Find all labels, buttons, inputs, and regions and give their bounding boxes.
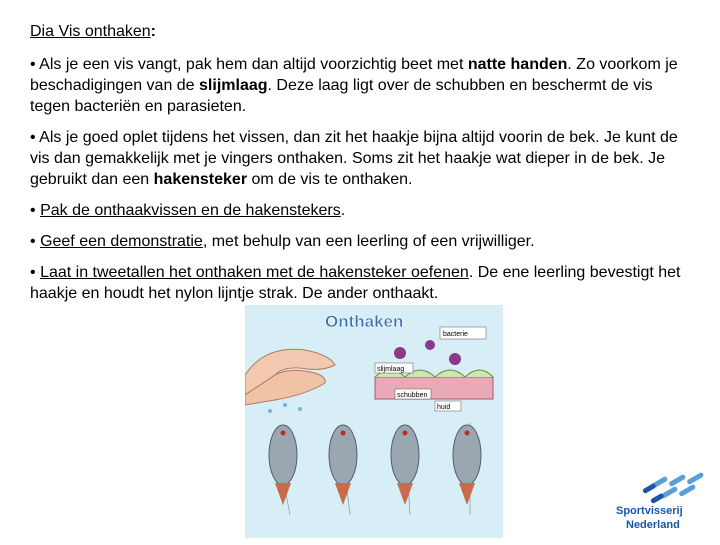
- label-bacteria: bacterie: [443, 331, 468, 338]
- fish-icon: [453, 425, 481, 505]
- logo-line-2: Nederland: [626, 519, 680, 531]
- title-colon: :: [150, 23, 156, 40]
- bold-text: hakensteker: [153, 171, 248, 188]
- bacteria-icon: [449, 353, 461, 365]
- paragraph-3: [30, 200, 690, 221]
- text: Als je een vis vangt, pak hem dan altijd voorzichtig beet met: [39, 56, 468, 73]
- text: . Zo voorkom je beschadigingen van de: [30, 56, 678, 94]
- bold-text: natte handen: [467, 56, 568, 73]
- bullet: •: [30, 56, 36, 73]
- bullet: •: [30, 233, 36, 250]
- paragraph-5: [30, 262, 690, 304]
- paragraph-4: [30, 231, 690, 252]
- fish-icon: [269, 425, 297, 505]
- bacteria-icon: [425, 340, 435, 350]
- label-scales: schubben: [397, 392, 428, 399]
- onthaken-illustration: [245, 305, 503, 538]
- paragraph-1: [30, 54, 690, 117]
- paragraph-2: [30, 127, 690, 190]
- logo-line-1: Sportvisserij: [616, 505, 683, 517]
- label-skin: huid: [437, 404, 451, 411]
- slide-content: [30, 22, 690, 314]
- bullet: •: [30, 264, 36, 281]
- logo-svg: [610, 470, 720, 540]
- sportvisserij-logo: [610, 470, 720, 540]
- bullet: •: [30, 129, 36, 146]
- underlined-text: Laat in tweetallen het onthaken met de hakensteker oefenen: [40, 264, 469, 281]
- title-text: Dia Vis onthaken: [30, 23, 151, 40]
- text: . Deze laag ligt over de schubben en beschermt de vis tegen bacteriën en parasieten.: [30, 77, 653, 115]
- text: om de vis te onthaken.: [247, 171, 413, 188]
- bold-text: slijmlaag: [199, 77, 268, 94]
- illustration-heading: Onthaken: [325, 312, 404, 331]
- slide-title: [30, 22, 690, 42]
- illustration-svg: [245, 305, 503, 538]
- wet-hand-icon: [245, 349, 335, 413]
- text: . De ene leerling bevestigt het haakje en houdt het nylon lijntje strak. De ander onthaakt.: [30, 264, 681, 302]
- underlined-text: Pak de onthaakvissen en de hakenstekers: [40, 202, 341, 219]
- text: Als je goed oplet tijdens het vissen, dan zit het haakje bijna altijd voorin de bek. Je kunt de vis dan gemakkelijk met je vingers onthaken. Soms zit het haakje wat dieper in de bek. Je gebruikt dan een: [30, 129, 678, 188]
- fish-icon: [329, 425, 357, 505]
- bacteria-icon: [394, 347, 406, 359]
- text: , met behulp van een leerling of een vrijwilliger.: [202, 233, 535, 250]
- label-mucus: slijmlaag: [377, 366, 405, 373]
- text: .: [340, 202, 346, 219]
- fish-icon: [391, 425, 419, 505]
- bullet: •: [30, 202, 36, 219]
- underlined-text: Geef een demonstratie: [40, 233, 203, 250]
